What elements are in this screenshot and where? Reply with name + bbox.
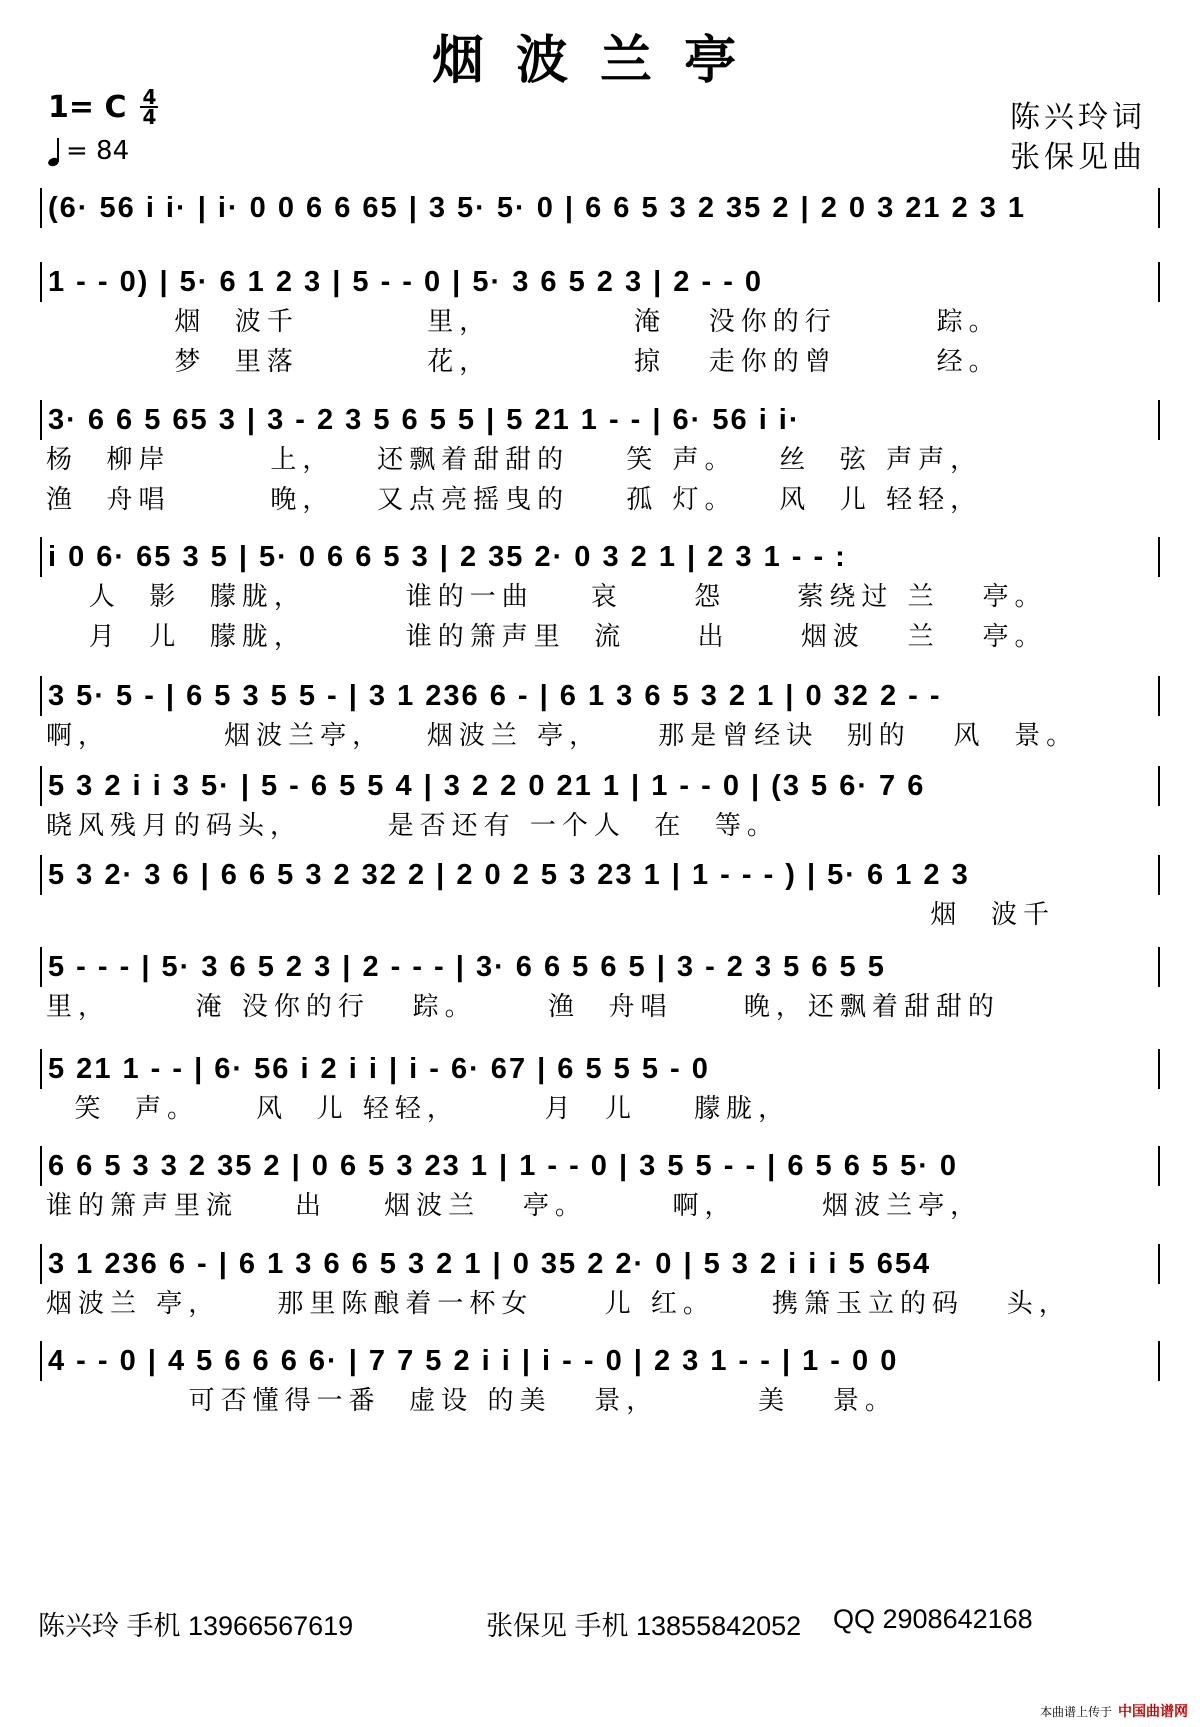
lyric-line: 月 儿 朦胧， 谁的箫声里 流 出 烟波 兰 亭。 <box>46 622 1047 652</box>
notation-line: 5 - - - | 5· 3 6 5 2 3 | 2 - - - | 3· 6 6 5 6 5 | 3 - 2 3 5 6 5 5 <box>40 947 1160 987</box>
lyric-line: 杨 柳岸 上， 还飘着甜甜的 笑 声。 丝 弦 声声， <box>46 445 983 475</box>
site-logo: 中国曲谱网 <box>1118 1704 1188 1720</box>
score-system <box>40 1146 1160 1226</box>
time-signature <box>140 85 158 129</box>
key-label: 1= C <box>48 89 127 125</box>
lyric-line: 可否懂得一番 虚设 的美 景， 美 景。 <box>46 1386 897 1416</box>
lyric-line: 晓风残月的码头， 是否还有 一个人 在 等。 <box>46 811 779 841</box>
tempo-marking <box>48 136 129 166</box>
credits <box>1010 98 1146 178</box>
notation-line: 3· 6 6 5 65 3 | 3 - 2 3 5 6 5 5 | 5 21 1 - - | 6· 56 i i· <box>40 400 1160 440</box>
composer: 张保见曲 <box>1010 140 1146 175</box>
score-system <box>40 1341 1160 1421</box>
notation-line: 4 - - 0 | 4 5 6 6 6 6· | 7 7 5 2 i i | i - - 0 | 2 3 1 - - | 1 - 0 0 <box>40 1341 1160 1381</box>
contact-composer: 张保见 手机 13855842052 <box>486 1611 802 1641</box>
notation-line: 5 21 1 - - | 6· 56 i 2 i i | i - 6· 67 | 6 5 5 5 - 0 <box>40 1049 1160 1089</box>
notation-line: 3 5· 5 - | 6 5 3 5 5 - | 3 1 236 6 - | 6 1 3 6 5 3 2 1 | 0 32 2 - - <box>40 676 1160 716</box>
score-system <box>40 855 1160 935</box>
upload-text: 本曲谱上传于 <box>1039 1704 1112 1719</box>
score-system <box>40 188 1160 228</box>
lyric-line: 梦 里落 花， 掠 走你的曾 经。 <box>46 347 1001 377</box>
score-system <box>40 947 1160 1027</box>
notation-line: 5 3 2 i i 3 5· | 5 - 6 5 5 4 | 3 2 2 0 21 1 | 1 - - 0 | (3 5 6· 7 6 <box>40 766 1160 806</box>
song-title: 烟波兰亭 <box>431 30 768 91</box>
score-system <box>40 676 1160 756</box>
lyric-line: 烟 波千 <box>46 900 1055 930</box>
score-system <box>40 400 1160 520</box>
key-signature <box>48 85 158 129</box>
score-system <box>40 1049 1160 1129</box>
contact-lyricist: 陈兴玲 手机 13966567619 <box>38 1611 354 1641</box>
meter-bottom: 4 <box>142 105 157 129</box>
score-system <box>40 537 1160 657</box>
notation-line: 3 1 236 6 - | 6 1 3 6 6 5 3 2 1 | 0 35 2 2· 0 | 5 3 2 i i i 5 654 <box>40 1244 1160 1284</box>
lyric-line: 渔 舟唱 晚， 又点亮摇曳的 孤 灯。 风 儿 轻轻， <box>46 485 983 515</box>
score-system <box>40 766 1160 846</box>
notation-line: 6 6 5 3 3 2 35 2 | 0 6 5 3 23 1 | 1 - - 0 | 3 5 5 - - | 6 5 6 5 5· 0 <box>40 1146 1160 1186</box>
lyric-line: 烟 波千 里， 淹 没你的行 踪。 <box>46 307 1001 337</box>
meter-top: 4 <box>142 85 157 109</box>
lyric-line: 谁的箫声里流 出 烟波兰 亭。 啊， 烟波兰亭， <box>46 1191 983 1221</box>
upload-notice <box>1040 1701 1188 1721</box>
notation-line: i 0 6· 65 3 5 | 5· 0 6 6 5 3 | 2 35 2· 0 3 2 1 | 2 3 1 - - : <box>40 537 1160 577</box>
notation-line: 1 - - 0) | 5· 6 1 2 3 | 5 - - 0 | 5· 3 6 5 2 3 | 2 - - 0 <box>40 262 1160 302</box>
lyricist: 陈兴玲词 <box>1010 100 1146 135</box>
notation-line: 5 3 2· 3 6 | 6 6 5 3 2 32 2 | 2 0 2 5 3 23 1 | 1 - - - ) | 5· 6 1 2 3 <box>40 855 1160 895</box>
lyric-line: 啊， 烟波兰亭， 烟波兰 亭， 那是曾经诀 别的 风 景。 <box>46 721 1079 751</box>
score-system <box>40 1244 1160 1324</box>
lyric-line: 里， 淹 没你的行 踪。 渔 舟唱 晚，还飘着甜甜的 <box>46 992 1000 1022</box>
score-system <box>40 262 1160 382</box>
tempo-value: = 84 <box>66 136 130 166</box>
qq-number: QQ 2908642168 <box>833 1604 1033 1634</box>
lyric-line: 人 影 朦胧， 谁的一曲 哀 怨 萦绕过 兰 亭。 <box>46 582 1047 612</box>
notation-line: (6· 56 i i· | i· 0 0 6 6 65 | 3 5· 5· 0 | 6 6 5 3 2 35 2 | 2 0 3 21 2 3 1 <box>40 188 1160 228</box>
lyric-line: 笑 声。 风 儿 轻轻， 月 儿 朦胧， <box>46 1094 791 1124</box>
lyric-line: 烟波兰 亭， 那里陈酿着一杯女 儿 红。 携箫玉立的码 头， <box>46 1289 1071 1319</box>
quarter-note-icon <box>48 136 62 166</box>
